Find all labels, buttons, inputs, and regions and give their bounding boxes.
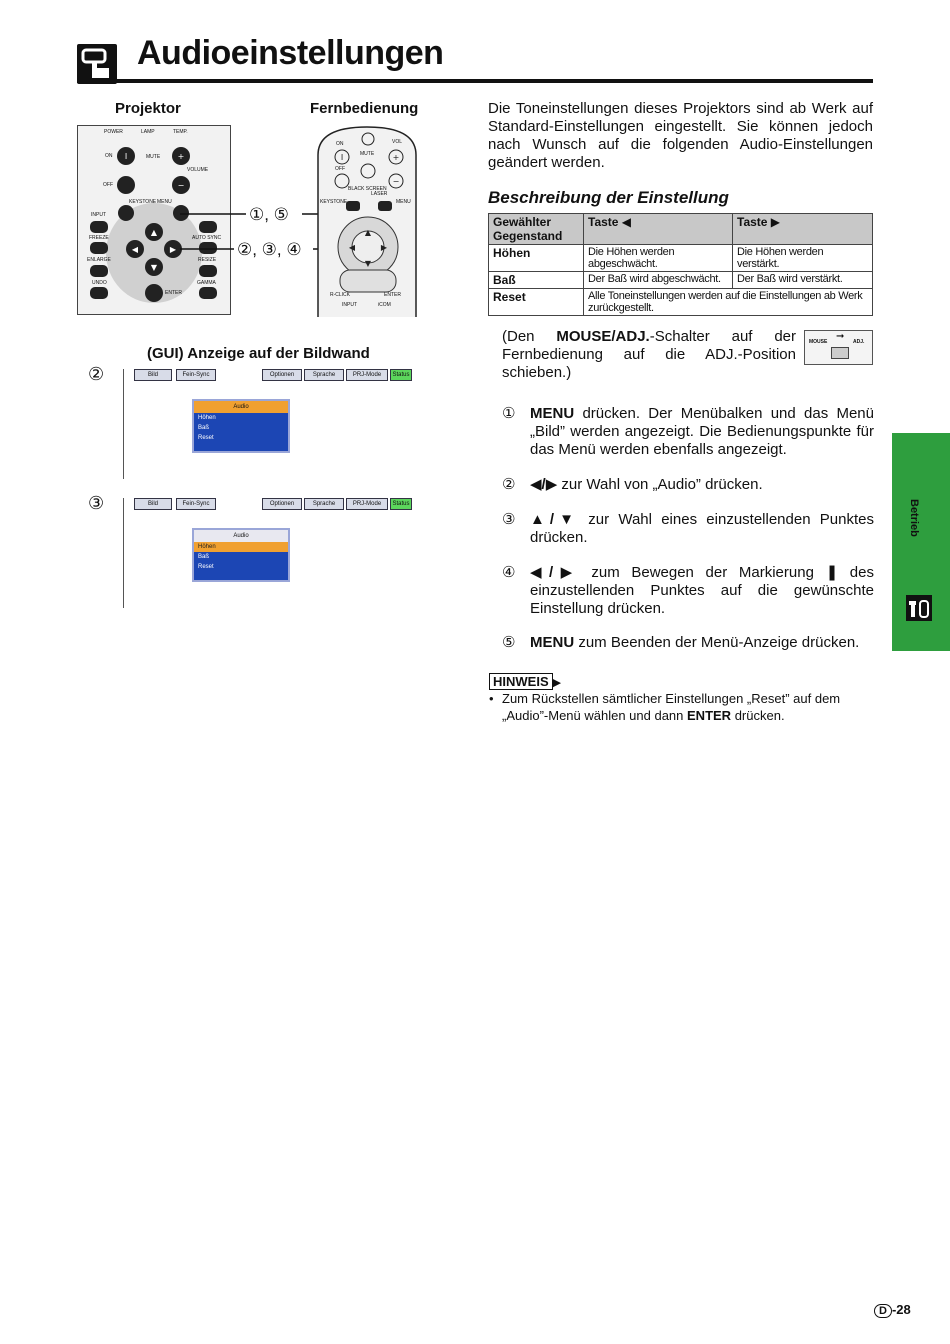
gui-heading: (GUI) Anzeige auf der Bildwand [147,345,370,362]
svg-text:▶: ▶ [169,245,177,254]
volume-label: VOLUME [187,167,209,173]
step-3 [502,511,874,547]
off-label: OFF [103,182,113,188]
step-description: zur Wahl von „Audio” drücken. [557,476,763,493]
gui-audio-menu [192,399,290,453]
remote-control [316,125,418,317]
svg-text:◀: ◀ [348,243,356,252]
step-4 [502,564,874,618]
table-row [489,245,873,272]
intro-paragraph: Die Toneinstellungen dieses Projektors sind ab Werk auf Standard-Einstellungen eingestellt. Sie können jedoch nach Wunsch auf die folgenden Audio-Einstellungen geändert werden. [488,100,873,171]
chapter-icon [906,595,932,621]
remote-input-label: INPUT [342,302,357,308]
mouse-adj-switch [804,330,873,365]
remote-black-screen-label: BLACK SCREEN [348,186,387,192]
table-header-right: Taste ▶ [733,214,873,245]
step-key: MENU [530,405,575,422]
switch-adj-label: ADJ. [853,339,865,345]
projector-heading: Projektor [115,100,181,117]
step-number: ④ [502,564,516,581]
remote-menu-label: MENU [396,199,411,205]
gui-tab-sprache: Sprache [304,498,344,510]
svg-text:I: I [124,152,128,161]
menu-label: MENU [157,199,172,205]
table-cell-right: Der Baß wird verstärkt. [733,272,873,289]
step-number: ③ [502,511,516,528]
step-description: drücken. Der Menübalken und das Menü „Bild” werden angezeigt. Die Bedienungspunkte für das Menü werden ebenfalls angezeigt. [530,405,874,458]
table-cell-left: Alle Toneinstellungen werden auf die Einstellungen ab Werk zurückgestellt. [584,289,873,316]
step-description: zum Beenden der Menü-Anzeige drücken. [574,634,860,651]
gui-step-label-3: ③ [88,493,105,513]
enlarge-label: ENLARGE [87,257,111,263]
gui-menu-item-bass: Baß [198,554,210,560]
note-text-part: drücken. [731,708,785,723]
svg-text:▶: ▶ [380,243,388,252]
gui-tab-prj-mode: PRJ-Mode [346,498,388,510]
note-text-part: Zum Rückstellen sämtlicher Einstellungen „Reset” auf dem „Audio”-Menü wählen und dann [502,691,841,723]
table-cell-left: Die Höhen werden abgeschwächt. [584,245,733,272]
settings-heading: Beschreibung der Einstellung [488,188,729,207]
gui-tab-sprache: Sprache [304,369,344,381]
resize-label: RESIZE [198,257,217,263]
step-5 [502,634,874,654]
step-key: ◀/▶ [530,476,558,493]
svg-text:−: − [392,177,400,186]
table-cell-item: Reset [489,289,584,316]
gui-screen-audio-selected [123,369,414,479]
svg-text:+: + [392,153,400,162]
gui-tab-optionen: Optionen [262,498,302,510]
page-number-value: -28 [891,1302,911,1317]
gui-menu-item-bass: Baß [198,425,210,431]
gui-menu-item-hoehen: Höhen [194,542,288,552]
gui-tab-status: Status [390,369,412,381]
temp-label: TEMP. [173,129,188,135]
step-1 [502,405,874,459]
mute-label: MUTE [146,154,161,160]
remote-r-click-label: R-CLICK [330,292,351,298]
gui-tab-status: Status [390,498,412,510]
settings-table [488,213,873,316]
step-key: ◀/▶ [530,564,580,581]
note-key: ENTER [687,708,732,723]
keystone-label: KEYSTONE [129,199,157,205]
enter-label: ENTER [165,290,182,296]
remote-keystone-label: KEYSTONE [320,199,348,205]
svg-text:▼: ▼ [364,259,372,268]
svg-text:+: + [177,152,185,161]
svg-text:−: − [177,181,185,190]
mouse-adj-note: (Den MOUSE/ADJ.-Schalter auf der Fernbedienung auf die ADJ.-Position schieben.) [502,328,796,381]
auto-sync-label: AUTO SYNC [192,235,222,241]
callout-arrow-steps: ②, ③, ④ [237,240,302,259]
gui-tab-fein-sync: Fein-Sync [176,498,216,510]
remote-icom-label: iCOM [378,302,391,308]
gui-tab-bild: Bild [134,369,172,381]
table-cell-left: Der Baß wird abgeschwächt. [584,272,733,289]
lamp-label: LAMP [141,129,155,135]
remote-off-label: OFF [335,166,345,172]
freeze-label: FREEZE [89,235,109,241]
section-icon [77,44,117,84]
gui-audio-menu [192,528,290,582]
title-rule [77,79,873,83]
page-title: Audioeinstellungen [137,34,444,72]
note-label: HINWEIS [489,673,553,690]
chapter-tab-label: Betrieb [908,499,920,537]
step-2 [502,476,874,496]
gui-screen-item-selected [123,498,414,608]
remote-heading: Fernbedienung [310,100,419,117]
remote-laser-label: LASER [371,191,388,197]
note-arrow-icon: ▶ [552,677,562,689]
gui-audio-menu-title: Audio [194,401,288,413]
remote-mute-label: MUTE [360,151,375,157]
table-cell-item: Baß [489,272,584,289]
language-badge: D [874,1304,892,1318]
step-key: ▲/▼ [530,511,580,528]
power-label: POWER [104,129,123,135]
bullet-icon: • [489,691,494,706]
gui-tab-fein-sync: Fein-Sync [176,369,216,381]
svg-text:▲: ▲ [150,228,158,237]
svg-text:◀: ◀ [131,245,139,254]
undo-label: UNDO [92,280,107,286]
remote-enter-label: ENTER [384,292,401,298]
table-header-left: Taste ◀ [584,214,733,245]
step-number: ② [502,476,516,493]
note-text [489,690,874,724]
gui-tab-bild: Bild [134,498,172,510]
input-label: INPUT [91,212,106,218]
svg-text:▲: ▲ [364,228,372,237]
svg-text:I: I [340,153,344,162]
svg-text:▼: ▼ [150,263,158,272]
gui-tab-prj-mode: PRJ-Mode [346,369,388,381]
gui-menu-item-hoehen: Höhen [198,415,216,421]
gui-step-label-2: ② [88,364,105,384]
step-number: ① [502,405,516,422]
step-description: zur Wahl eines einzustellenden Punktes drücken. [530,511,874,546]
gui-menu-item-reset: Reset [198,564,214,570]
table-row [489,272,873,289]
step-key: MENU [530,634,575,651]
gamma-label: GAMMA [197,280,216,286]
table-header-item: Gewählter Gegenstand [489,214,584,245]
table-cell-right: Die Höhen werden verstärkt. [733,245,873,272]
page-number [874,1302,911,1318]
chapter-tab [892,433,950,651]
switch-arrow-icon: ➞ [836,331,845,342]
gui-audio-menu-title: Audio [194,530,288,542]
gui-tab-optionen: Optionen [262,369,302,381]
switch-mouse-label: MOUSE [809,339,828,345]
remote-on-label: ON [336,141,344,147]
remote-vol-label: VOL [392,139,403,145]
step-number: ⑤ [502,634,516,651]
callout-menu-steps: ①, ⑤ [249,205,289,224]
table-row [489,289,873,316]
on-label: ON [105,153,113,159]
switch-slider-icon [831,347,849,359]
table-cell-item: Höhen [489,245,584,272]
note-badge [489,673,561,691]
gui-menu-item-reset: Reset [198,435,214,441]
step-description: zum Bewegen der Markierung ❚ des einzustellenden Punktes auf die gewünschte Einstellung drücken. [530,564,874,617]
